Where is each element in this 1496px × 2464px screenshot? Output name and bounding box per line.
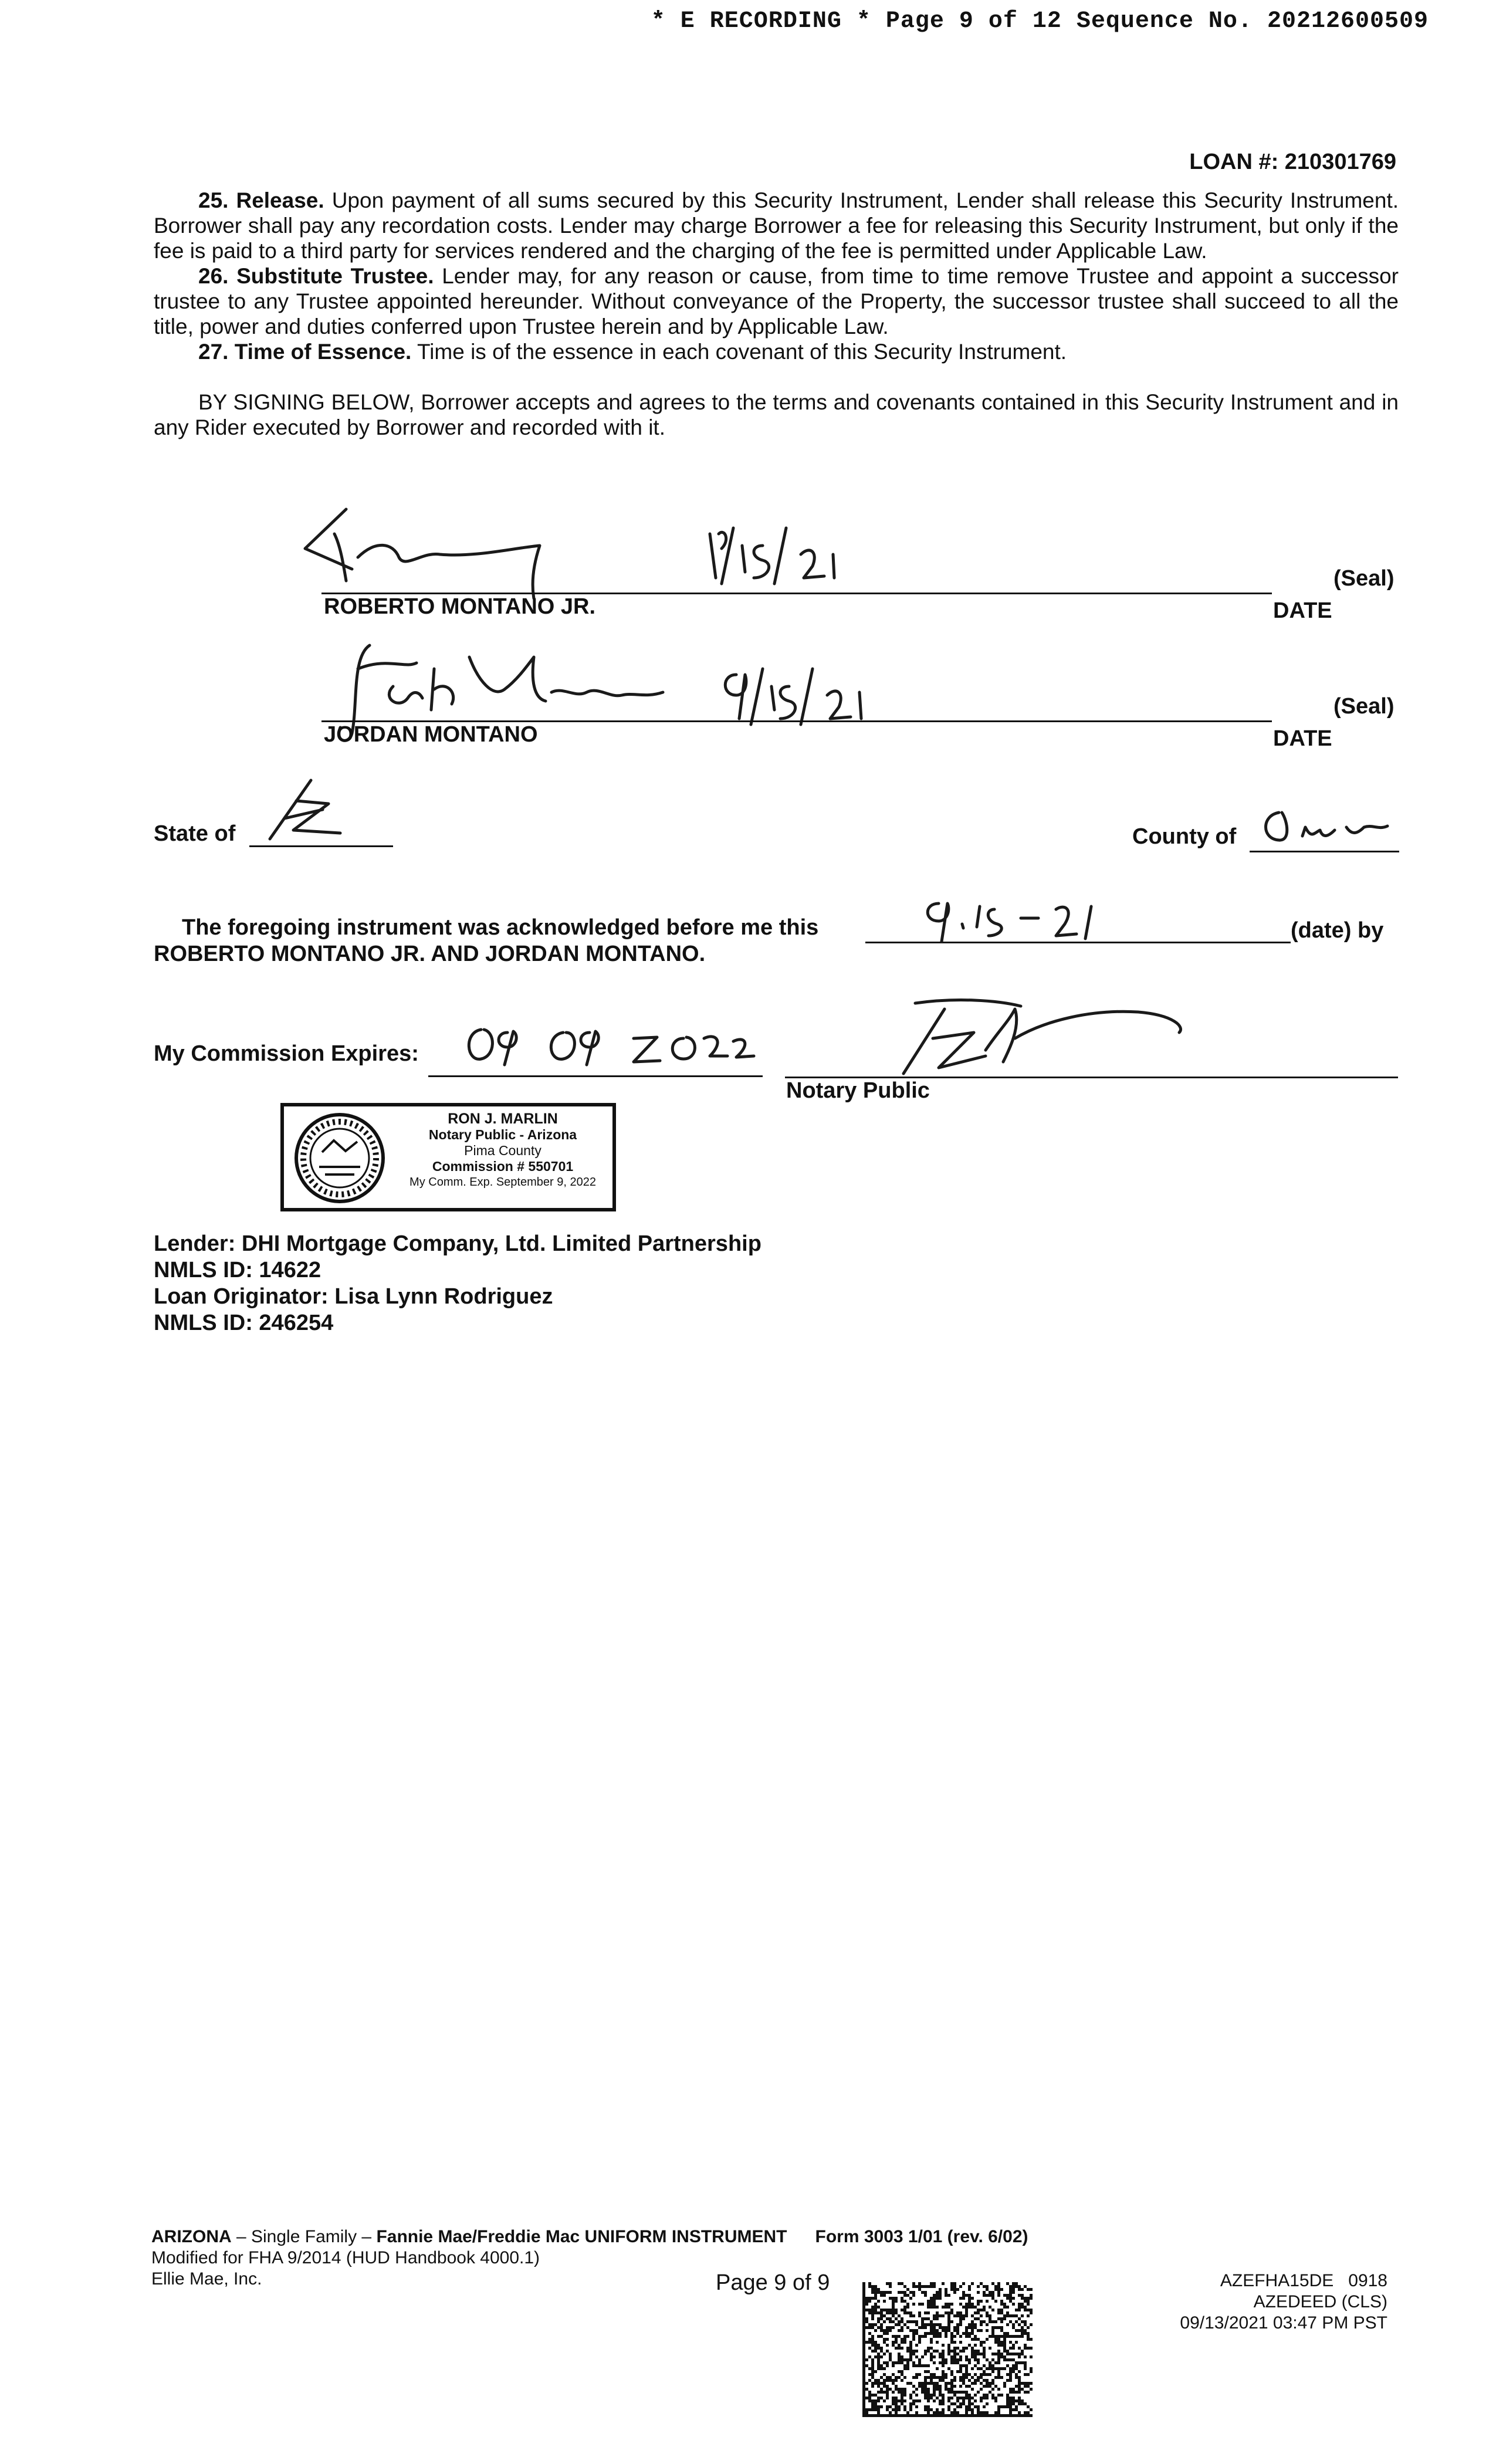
page-number: Page 9 of 9 <box>716 2270 830 2295</box>
footer-right <box>1180 2270 1387 2334</box>
acknowledgment-suffix: (date) by <box>1291 918 1384 943</box>
footer-code-2: AZEDEED (CLS) <box>1253 2292 1387 2311</box>
footer-left <box>151 2226 1028 2290</box>
footer-code-1: AZEFHA15DE 0918 <box>1220 2271 1387 2290</box>
loan-number: LOAN #: 210301769 <box>1189 150 1396 174</box>
notary-stamp-text <box>394 1111 611 1190</box>
handwritten-date-1 <box>698 522 851 593</box>
footer-vendor: Ellie Mae, Inc. <box>151 2269 262 2289</box>
stamp-commission: Commission # 550701 <box>432 1159 574 1174</box>
section-text: Upon payment of all sums secured by this Security Instrument, Lender shall release this Security Instrument. Borrower shall pay any recordation costs. Lender may charge Borrower a fee for releasing this Security Instrument, but only if the fee is paid to a third party for services rendered and the charging of the fee is permitted under Applicable Law. <box>154 188 1399 263</box>
stamp-name: RON J. MARLIN <box>448 1111 558 1127</box>
stamp-title: Notary Public - Arizona <box>428 1127 577 1142</box>
barcode-icon <box>862 2282 1033 2417</box>
commission-expires-label: My Commission Expires: <box>154 1041 419 1066</box>
covenant-sections <box>154 188 1399 440</box>
state-handwritten-az <box>252 774 352 845</box>
section-release <box>154 188 1399 263</box>
originator-nmls: NMLS ID: 246254 <box>154 1311 334 1335</box>
acknowledgment-handwritten-date <box>915 892 1109 945</box>
recording-header: * E RECORDING * Page 9 of 12 Sequence No. 20212600509 <box>651 8 1429 35</box>
county-line <box>1250 851 1399 852</box>
county-label: County of <box>1132 824 1237 849</box>
section-heading: 25. Release. <box>198 188 324 212</box>
loan-originator: Loan Originator: Lisa Lynn Rodriguez <box>154 1284 553 1309</box>
section-heading: 27. Time of Essence. <box>198 340 412 364</box>
notary-public-label: Notary Public <box>786 1078 930 1103</box>
footer-modified: Modified for FHA 9/2014 (HUD Handbook 4000.1) <box>151 2248 540 2267</box>
footer-form-number: Form 3003 1/01 (rev. 6/02) <box>815 2227 1028 2246</box>
section-time-of-essence <box>154 339 1399 364</box>
lender-info <box>154 1231 761 1336</box>
seal-label-1: (Seal) <box>1333 566 1395 591</box>
notary-signature <box>868 986 1197 1085</box>
commission-handwritten-date <box>458 1021 751 1074</box>
signer-name-1: ROBERTO MONTANO JR. <box>324 594 596 619</box>
section-substitute-trustee <box>154 263 1399 339</box>
signing-statement: BY SIGNING BELOW, Borrower accepts and agrees to the terms and covenants contained in this Security Instrument and in any Rider executed by Borrower and recorded with it. <box>154 390 1399 439</box>
state-line <box>249 845 393 847</box>
date-label-2: DATE <box>1273 726 1332 751</box>
footer-form-line <box>151 2226 1028 2248</box>
acknowledged-parties: ROBERTO MONTANO JR. AND JORDAN MONTANO. <box>154 942 706 966</box>
section-text: Lender may, for any reason or cause, from time to time remove Trustee and appoint a successor trustee to any Trustee appointed hereunder. Without conveyance of the Property, the successor trustee shall succeed to all the title, power and duties conferred upon Trustee herein and by Applicable Law. <box>154 264 1399 339</box>
borrower-signature-1 <box>299 499 563 598</box>
handwritten-date-2 <box>716 663 880 733</box>
footer-desc-bold: Fannie Mae/Freddie Mac UNIFORM INSTRUMENT <box>376 2227 787 2246</box>
state-label: State of <box>154 821 236 846</box>
signer-name-2: JORDAN MONTANO <box>324 722 538 747</box>
footer-desc-plain: – Single Family – <box>231 2227 377 2246</box>
acknowledgment-prefix: The foregoing instrument was acknowledged before me this <box>182 915 819 940</box>
commission-date-line <box>428 1075 763 1077</box>
stamp-county: Pima County <box>464 1143 541 1158</box>
notary-stamp <box>280 1103 616 1211</box>
arizona-state-seal-icon <box>290 1111 390 1205</box>
footer-timestamp: 09/13/2021 03:47 PM PST <box>1180 2313 1387 2333</box>
seal-label-2: (Seal) <box>1333 694 1395 719</box>
lender-name: Lender: DHI Mortgage Company, Ltd. Limited Partnership <box>154 1231 761 1256</box>
date-label-1: DATE <box>1273 598 1332 623</box>
footer-state: ARIZONA <box>151 2227 232 2246</box>
lender-nmls: NMLS ID: 14622 <box>154 1258 321 1282</box>
county-handwritten-pima <box>1255 804 1396 851</box>
section-heading: 26. Substitute Trustee. <box>198 264 434 288</box>
section-text: Time is of the essence in each covenant of this Security Instrument. <box>411 340 1067 364</box>
stamp-expires: My Comm. Exp. September 9, 2022 <box>409 1176 596 1189</box>
